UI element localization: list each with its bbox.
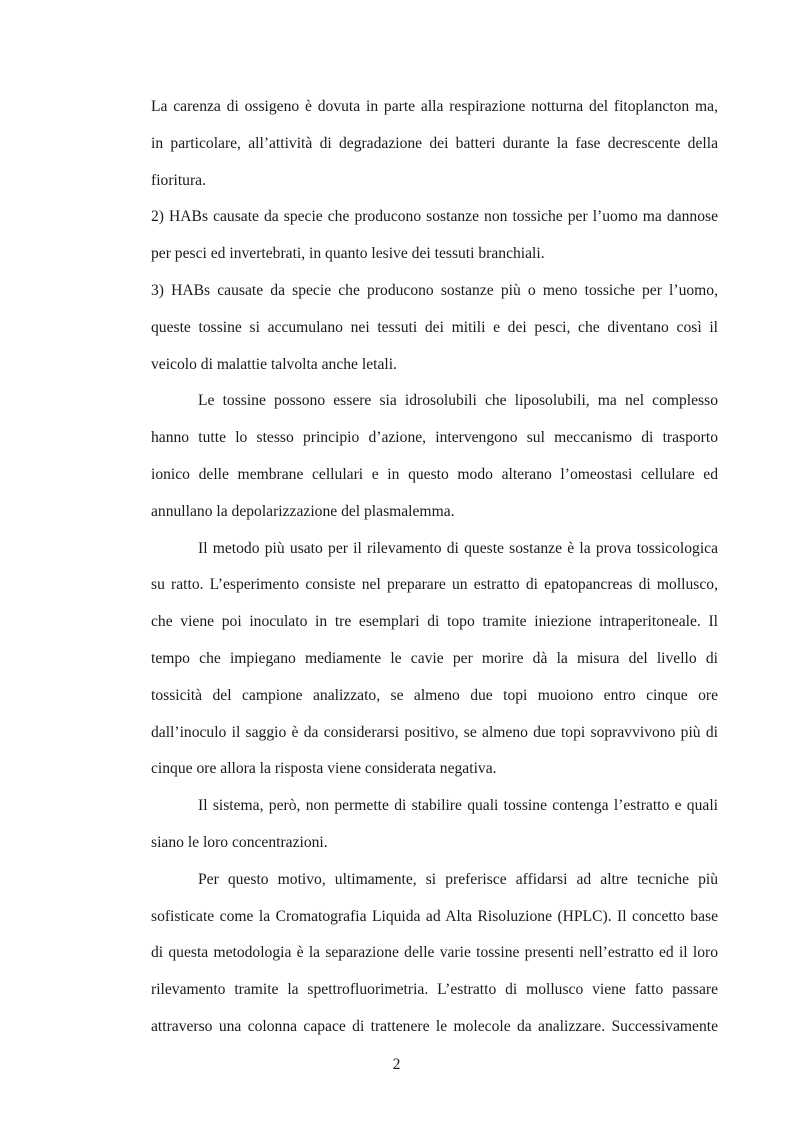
text-line: 3) HABs causate da specie che producono sostanze più o meno tossiche per l’uomo, xyxy=(151,282,718,299)
text-line: dall’inoculo il saggio è da considerarsi positivo, se almeno due topi sopravvivono più di xyxy=(151,723,718,741)
text-line: veicolo di malattie talvolta anche letali. xyxy=(151,355,397,373)
text-line: su ratto. L’esperimento consiste nel preparare un estratto di epatopancreas di mollusco, xyxy=(151,576,718,594)
text-line: fioritura. xyxy=(151,171,206,189)
text-line: Per questo motivo, ultimamente, si preferisce affidarsi ad altre tecniche più xyxy=(198,870,718,888)
text-line: sofisticate come la Cromatografia Liquida ad Alta Risoluzione (HPLC). Il concetto base xyxy=(151,907,718,925)
text-line: tempo che impiegano mediamente le cavie per morire dà la misura del livello di xyxy=(151,650,718,667)
text-line: tossicità del campione analizzato, se almeno due topi muoiono entro cinque ore xyxy=(151,686,718,704)
text-line: attraverso una colonna capace di trattenere le molecole da analizzare. Successivamente xyxy=(151,1018,718,1035)
text-line: queste tossine si accumulano nei tessuti dei mitili e dei pesci, che diventano così il xyxy=(151,318,718,336)
text-line: annullano la depolarizzazione del plasmalemma. xyxy=(151,502,455,520)
text-line: 2) HABs causate da specie che producono sostanze non tossiche per l’uomo ma dannose xyxy=(151,208,718,226)
text-line: cinque ore allora la risposta viene considerata negativa. xyxy=(151,760,497,778)
text-line: siano le loro concentrazioni. xyxy=(151,834,328,851)
text-line: Il sistema, però, non permette di stabilire quali tossine contenga l’estratto e quali xyxy=(198,797,718,815)
text-line: ionico delle membrane cellulari e in questo modo alterano l’omeostasi cellulare ed xyxy=(151,466,718,483)
text-line: in particolare, all’attività di degradazione dei batteri durante la fase decrescente della xyxy=(151,134,718,152)
text-line: per pesci ed invertebrati, in quanto lesive dei tessuti branchiali. xyxy=(151,245,545,263)
text-line: che viene poi inoculato in tre esemplari di topo tramite iniezione intraperitoneale. Il xyxy=(151,613,718,631)
text-line: Il metodo più usato per il rilevamento di queste sostanze è la prova tossicologica xyxy=(198,539,718,557)
text-line: rilevamento tramite la spettrofluorimetria. L’estratto di mollusco viene fatto passare xyxy=(151,981,718,999)
text-line: Le tossine possono essere sia idrosolubili che liposolubili, ma nel complesso xyxy=(198,392,718,410)
text-line: di questa metodologia è la separazione delle varie tossine presenti nell’estratto ed il loro xyxy=(151,944,718,962)
page-number: 2 xyxy=(392,1056,401,1073)
text-line: La carenza di ossigeno è dovuta in parte alla respirazione notturna del fitoplancton ma, xyxy=(151,98,718,115)
text-line: hanno tutte lo stesso principio d’azione, intervengono sul meccanismo di trasporto xyxy=(151,429,718,447)
